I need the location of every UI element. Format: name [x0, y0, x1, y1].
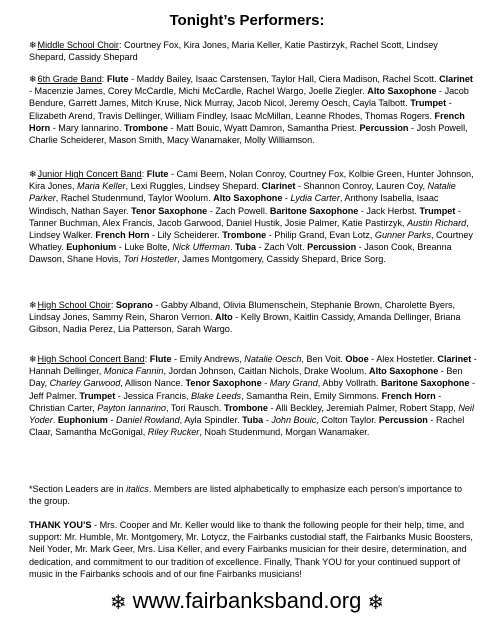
section-leader-name: italics	[126, 484, 149, 494]
text-run: - Zach Volt.	[256, 242, 308, 253]
text-run: - Rachel Claar, Samantha McGonigal,	[29, 415, 465, 438]
instrument-label: Flute	[106, 74, 129, 84]
section-leader-name: Riley Rucker	[147, 427, 200, 438]
text-run: - Macenzie James, Corey McCardle, Michi McCardle, Rachel Wargo, Joelle Ziegler.	[29, 86, 368, 97]
instrument-label: French Horn	[29, 110, 465, 133]
text-run: - Ben Day,	[29, 366, 463, 389]
website-url: www.fairbanksband.org	[132, 588, 362, 613]
text-run: - Christian Carter,	[29, 390, 442, 413]
instrument-label: Trombone	[223, 402, 268, 413]
instrument-label: Baritone Saxophone	[380, 378, 470, 389]
text-run: - Shannon Conroy, Lauren Coy,	[295, 181, 428, 192]
instrument-label: Alto Saxophone	[367, 86, 437, 97]
section-leader-name: Natalie Parker	[29, 181, 456, 204]
instrument-label: Tuba	[242, 415, 264, 426]
section-header: High School Choir	[37, 300, 111, 310]
instrument-label: Trombone	[222, 230, 267, 241]
text-run: - Tanner Buchman, Alex Francis, Jacob Garwood, Daniel Hustik, Josie Palmer, Katie Pastirzyk,	[29, 205, 461, 228]
text-run: - Jack Herbst.	[358, 205, 420, 216]
text-run: - Jacob Bendure, Garrett James, Mitch Kruse, Nick Murray, Jacob Nicol, Jeremy Oesch, Cayla Talbott.	[29, 86, 469, 109]
instrument-label: Oboe	[345, 354, 369, 364]
text-run: - Philip Grand, Evan Lotz,	[266, 230, 375, 241]
instrument-label: French Horn	[95, 230, 150, 241]
instrument-label: Alto	[215, 312, 233, 323]
text-run: , Tori Rausch.	[166, 402, 224, 413]
section-header: Middle School Choir	[37, 40, 119, 50]
section-leader-name: Maria Keller	[77, 181, 126, 192]
text-run: - Luke Bolte,	[116, 242, 173, 253]
text-run: - Hannah Dellinger,	[29, 354, 477, 377]
text-run: - Gabby Alband, Olivia Blumenschein, Stephanie Brown, Charolette Byers, Lindsay Jones, Sammy Rein, Sharon Vernon.	[29, 300, 456, 323]
text-run: , Rachel Studenmund, Taylor Woolum.	[55, 193, 214, 204]
section-header: Junior High Concert Band	[37, 169, 142, 179]
text-run: , Ben Voit.	[301, 354, 346, 364]
text-run: - Zach Powell.	[207, 205, 270, 216]
text-run: -	[282, 193, 291, 204]
text-run: - Lily Scheiderer.	[149, 230, 223, 241]
snowflake-icon: ❄	[29, 300, 37, 310]
instrument-label: Tenor Saxophone	[185, 378, 262, 389]
instrument-label: Baritone Saxophone	[269, 205, 359, 216]
thank-yous	[29, 519, 477, 580]
text-run: .	[52, 415, 58, 426]
text-run: , Courtney Whatley.	[29, 230, 473, 253]
text-run: -	[107, 415, 116, 426]
instrument-label: Alto Saxophone	[369, 366, 439, 377]
text-run: - Alli Beckley, Jeremiah Palmer, Robert Stapp,	[267, 402, 459, 413]
section-leader-name: Daniel Rowland	[115, 415, 180, 426]
snowflake-icon: ❄	[29, 74, 37, 84]
text-run: -	[263, 415, 272, 426]
snowflake-icon: ❄	[29, 169, 37, 179]
text-run: :	[110, 300, 116, 310]
text-run: - Kelly Brown, Kaitlin Cassidy, Amanda Dellinger, Briana Gibson, Nadia Perez, Lia Patterson, Sarah Wargo.	[29, 312, 461, 335]
instrument-label: Flute	[146, 169, 169, 179]
note-text	[29, 484, 462, 506]
text-run: , Jordan Johnson, Caitlan Nichols, Drake Woolum.	[163, 366, 370, 377]
text-run: *Section Leaders are in	[29, 484, 127, 494]
text-run: , Anthony Isabella, Isaac Windisch, Nathan Sayer.	[29, 193, 439, 216]
text-run: , James Montgomery, Cassidy Shepard, Brice Sorg.	[177, 254, 386, 265]
text-run: , Abby Vollrath.	[317, 378, 381, 389]
thanks-text	[29, 520, 473, 579]
section-text: : Courtney Fox, Kira Jones, Maria Keller, Katie Pastirzyk, Rachel Scott, Lindsey Shepard, Cassidy Shepard	[29, 40, 438, 63]
page-title: Tonight’s Performers:	[169, 12, 325, 29]
instrument-label: Soprano	[115, 300, 153, 310]
instrument-label: Clarinet	[437, 354, 472, 364]
text-run: , Ayla Spindler.	[179, 415, 243, 426]
text-run: :	[101, 74, 107, 84]
section-leader-name: Monica Fannin	[103, 366, 164, 377]
section-leader-name: Natalie Oesch	[244, 354, 302, 364]
text-run: - Cami Beem, Nolan Conroy, Courtney Fox, Kolbie Green, Hunter Johnson, Kira Jones,	[29, 169, 474, 192]
snowflake-icon: ❄	[29, 40, 37, 50]
section-leaders-note	[29, 483, 477, 507]
section-junior-high-concert-band	[29, 168, 477, 266]
text-run: , Colton Taylor.	[316, 415, 379, 426]
snowflake-icon: ❄	[109, 591, 127, 614]
text-run: - Josh Powell, Charlie Scheiderer, Mason Smith, Macy Wanamaker, Molly Williamson.	[29, 122, 468, 146]
instrument-label: Clarinet	[261, 181, 296, 192]
instrument-label: Trombone	[124, 122, 168, 133]
instrument-label: Trumpet	[410, 98, 447, 109]
section-middle-school-choir	[29, 39, 477, 63]
text-run: - Mrs. Cooper and Mr. Keller would like to thank the following people for their help, time, and support: Mr. Humble, Mr. Montgomery, Mr. Lotycz, the Fairbanks custodial staff, the Fairbanks Music Boosters, Neil Yoder, Mr. Mark Geer, Mrs. Lisa Keller, and every Fairbanks musician for their desire, determination, and dedication, and commitment to our tradition of excellence. Finally, Thank YOU for your continued support of music in the Fairbanks schools and of our fine Fairbanks musicians!	[29, 520, 473, 579]
text-run: , Lexi Ruggles, Lindsey Shepard.	[125, 181, 262, 192]
instrument-label: Percussion	[359, 122, 409, 133]
text-run: :	[144, 354, 150, 364]
instrument-label: Tenor Saxophone	[131, 205, 208, 216]
text-run: - Jeff Palmer.	[29, 378, 475, 401]
section-leader-name: Tori Hostetler	[123, 254, 178, 265]
instrument-label: Alto Saxophone	[213, 193, 283, 204]
text-run: , Lindsey Walker.	[29, 217, 469, 241]
snowflake-icon: ❄	[367, 591, 385, 614]
section-6th-grade-band	[29, 73, 477, 146]
instrument-label: Tuba	[235, 242, 257, 253]
text-run: :	[141, 169, 147, 179]
section-leader-name: Gunner Parks	[374, 230, 431, 241]
section-leader-name: Neil Yoder	[29, 402, 474, 426]
instrument-label: Euphonium	[66, 242, 117, 253]
footer	[0, 588, 494, 615]
section-leader-name: Payton Iannarino	[97, 402, 166, 413]
text-run: , Allison Nance.	[120, 378, 186, 389]
text-run: -	[261, 378, 270, 389]
instrument-label: Percussion	[378, 415, 428, 426]
text-run: . Members are listed alphabetically to emphasize each person’s importance to the group.	[29, 484, 463, 507]
section-leader-name: Blake Leeds	[191, 390, 242, 401]
section-leader-name: Austin Richard	[407, 217, 467, 228]
text-run: .	[229, 242, 236, 253]
instrument-label: Clarinet	[439, 74, 473, 84]
instrument-label: Trumpet	[79, 390, 116, 401]
section-leader-name: Nick Ufferman	[172, 242, 230, 253]
section-leader-name: Lydia Carter	[290, 193, 340, 204]
section-text	[29, 354, 477, 437]
section-text	[29, 74, 473, 145]
instrument-label: THANK YOU’S	[29, 520, 92, 530]
section-high-school-choir	[29, 299, 477, 336]
text-run: , Noah Studenmund, Morgan Wanamaker.	[199, 427, 370, 438]
text-run: - Jessica Francis,	[115, 390, 192, 401]
section-leader-name: Charley Garwood	[49, 378, 121, 389]
instrument-label: French Horn	[381, 390, 436, 401]
section-high-school-concert-band	[29, 353, 477, 438]
text-run: , Samantha Rein, Emily Simmons.	[241, 390, 382, 401]
text-run: - Mary Iannarino.	[50, 122, 125, 133]
section-header: 6th Grade Band	[37, 74, 102, 84]
text-run: - Emily Andrews,	[171, 354, 245, 364]
instrument-label: Trumpet	[419, 205, 456, 216]
section-leader-name: John Bouic	[271, 415, 317, 426]
snowflake-icon: ❄	[29, 354, 37, 364]
instrument-label: Flute	[149, 354, 172, 364]
instrument-label: Percussion	[307, 242, 357, 253]
text-run: - Jason Cook, Breanna Dawson, Shane Hovis,	[29, 242, 452, 265]
text-run: - Matt Bouic, Wyatt Damron, Samantha Priest.	[167, 122, 360, 133]
text-run: - Alex Hostetler.	[368, 354, 438, 364]
section-leader-name: Mary Grand	[269, 378, 318, 389]
section-text	[29, 169, 474, 264]
instrument-label: Euphonium	[57, 415, 108, 426]
section-header: High School Concert Band	[37, 354, 145, 364]
text-run: - Maddy Bailey, Isaac Carstensen, Taylor Hall, Ciera Madison, Rachel Scott.	[128, 74, 440, 84]
text-run: - Elizabeth Arend, Travis Dellinger, William Findley, Isaac McMillan, Leanne Rhodes, Thomas Rogers.	[29, 98, 452, 121]
